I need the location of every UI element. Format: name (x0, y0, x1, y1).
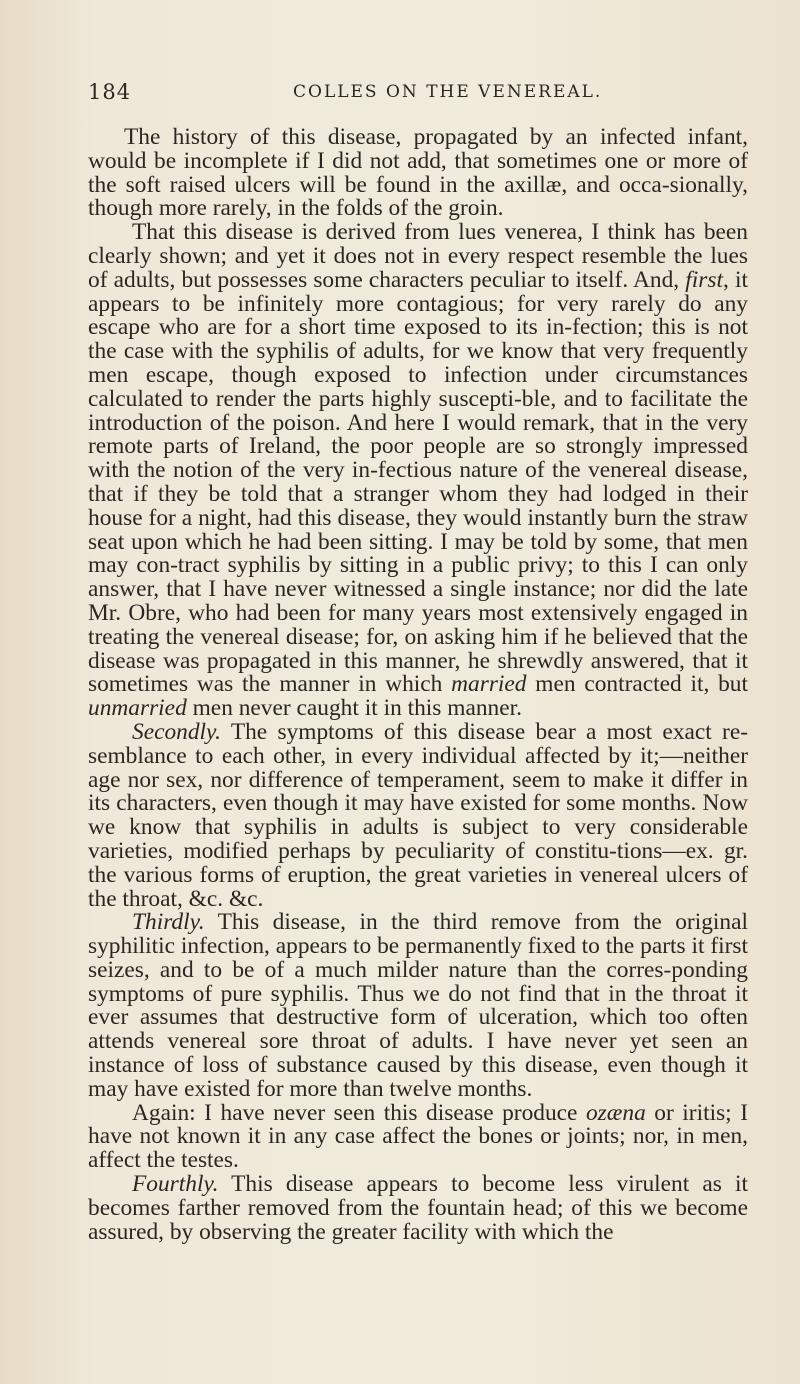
paragraph-again (88, 1099, 748, 1174)
page-number: 184 (88, 80, 132, 104)
paragraph-thirdly (88, 911, 748, 1101)
italic-text: Thirdly. (132, 909, 205, 936)
text-run: , it appears to be infinitely more contagious; for very rarely do any escape who are for a short time exposed to its in-fection; this is not the case with the syphilis of adults, for we know that very frequently men escape, though exposed to infection under circumstances calculated to render the parts highly suscepti-ble, and to facilitate the introduction of the poison. And here I would remark, that in the very remote parts of Ireland, the poor people are so strongly impressed with the notion of the very in-fectious nature of the venereal disease, that if they be told that a stranger whom they had lodged in their house for a night, had this disease, they would instantly burn the straw seat upon which he had been sitting. I may be told by some, that men may con-tract syphilis by sitting in a public privy; to this I can only answer, that I have never witnessed a single instance; nor did the late Mr. Obre, who had been for many years most extensively engaged in treating the venereal disease; for, on asking him if he believed that the disease was propagated in this manner, he shrewdly answered, that it sometimes was the manner in which (88, 266, 748, 698)
italic-text: married (451, 671, 527, 698)
italic-text: first (685, 266, 723, 293)
italic-text: unmarried (88, 695, 187, 722)
paragraph-fourthly (88, 1173, 748, 1244)
text-run: Again: I have never seen this disease produce (132, 1099, 586, 1126)
italic-text: Fourthly. (132, 1171, 219, 1198)
text-run: This disease appears to become less virulent as it becomes farther removed from the fountain head; of this we become assured, by observing the greater facility with which the (88, 1171, 748, 1245)
text-run: or iritis; I have not known it in any case affect the bones or joints; nor, in men, affect the testes. (88, 1099, 748, 1174)
text-run: men never caught it in this manner. (186, 695, 522, 722)
page-header (88, 80, 748, 114)
paragraph-derived-from-lues (88, 221, 748, 721)
text-run: This disease, in the third remove from the original syphilitic infection, appears to be permanently fixed to the parts it first seizes, and to be of a much milder nature than the corres-ponding symptoms of pure syphilis. Thus we do not find that in the throat it ever assumes that destructive form of ulceration, which too often attends venereal sore throat of adults. I have never yet seen an instance of loss of substance caused by this disease, even though it may have existed for more than twelve months. (88, 909, 748, 1102)
italic-text: ozæna (585, 1099, 646, 1126)
italic-text: Secondly. (132, 718, 221, 745)
text-run: men contracted it, but (526, 671, 748, 698)
body-text (88, 126, 748, 1244)
paragraph-infant-history (88, 126, 748, 221)
text-run: That this disease is derived from lues venerea, I think has been clearly shown; and yet it does not in every respect resemble the lues of adults, but possesses some characters peculiar to itself. And, (88, 219, 748, 293)
paragraph-secondly (88, 718, 748, 912)
text-run: The history of this disease, propagated by an infected infant, would be incomplete if I did not add, that sometimes one or more of the soft raised ulcers will be found in the axillæ, and occa-sionally, though more rarely, in the folds of the groin. (88, 124, 748, 222)
text-run: The symptoms of this disease bear a most exact re-semblance to each other, in every individual affected by it;—neither age nor sex, nor difference of temperament, seem to make it differ in its characters, even though it may have existed for some months. Now we know that syphilis in adults is subject to very considerable varieties, modified perhaps by peculiarity of constitu-tions—ex. gr. the various forms of eruption, the great varieties in venereal ulcers of the throat, &c. &c. (88, 718, 748, 912)
running-head: COLLES ON THE VENEREAL. (293, 82, 603, 102)
